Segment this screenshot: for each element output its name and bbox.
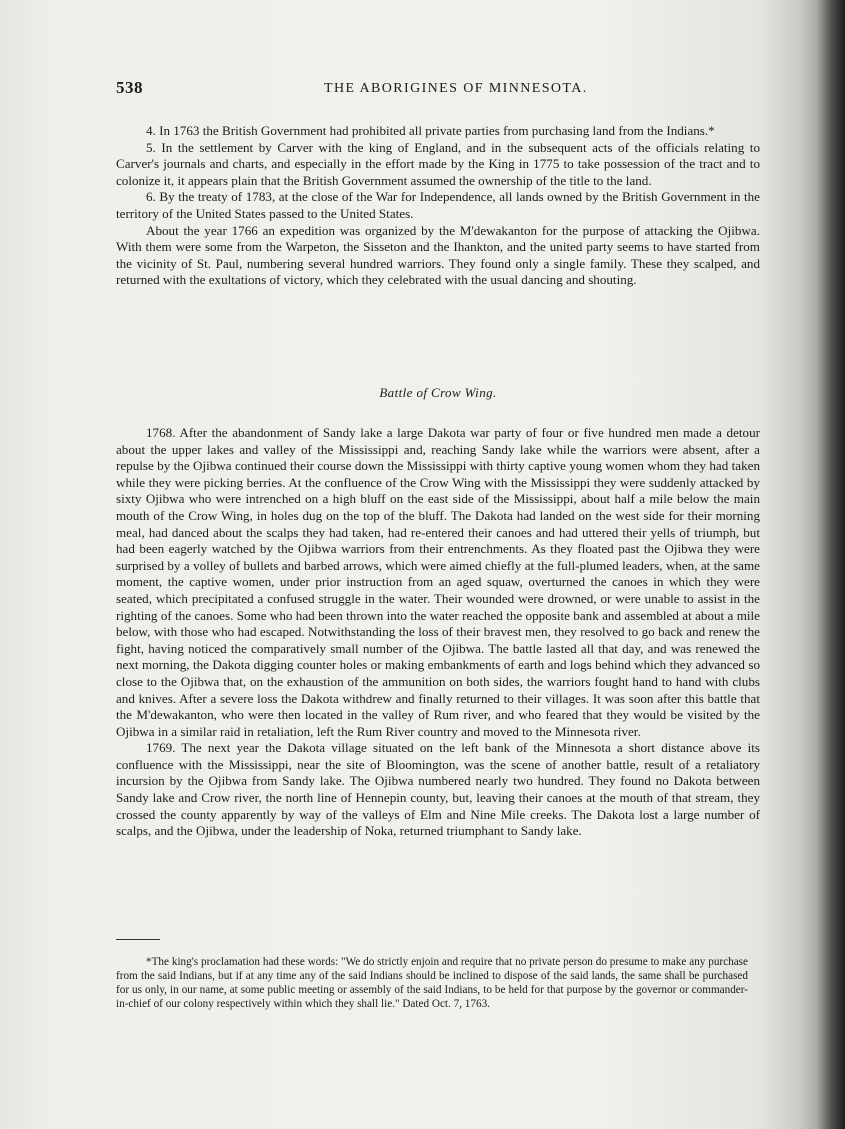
footnote-text: *The king's proclamation had these words: "We do strictly enjoin and require that no private person do presume to make any purchase from the said Indians, but if at any time any of the said Indians should be inclined to dispose of the said lands, the same shall be purchased for us only, in our name, at some public meeting or assembly of the said Indians, to be held for that purpose by the governor or commander-in-chief of our colony respectively within which they shall lie." Dated Oct. 7, 1763.	[116, 956, 748, 1010]
footnote-divider	[116, 939, 160, 940]
paragraph-point-6: 6. By the treaty of 1783, at the close of the War for Independence, all lands owned by the British Government in the territory of the United States passed to the United States.	[116, 189, 760, 221]
section-numbered-points	[116, 123, 760, 289]
paragraph-1769: 1769. The next year the Dakota village situated on the left bank of the Minnesota a short distance above its confluence with the Mississippi, near the site of Bloomington, was the scene of another battle, result of a retaliatory incursion by the Ojibwa from Sandy lake. The Ojibwa numbered nearly two hundred. They found no Dakota between Sandy lake and Crow river, the north line of Hennepin county, but, leaving their canoes at the mouth of that stream, they crossed the county apparently by way of the valleys of Elm and Nine Mile creeks. The Dakota lost a large number of scalps, and the Ojibwa, under the leadership of Noka, returned triumphant to Sandy lake.	[116, 740, 760, 839]
page-number: 538	[116, 78, 143, 97]
paragraph-1768: 1768. After the abandonment of Sandy lake a large Dakota war party of four or five hundred men made a detour about the upper lakes and valley of the Mississippi and, reaching Sandy lake while the warriors were absent, after a repulse by the Ojibwa continued their course down the Mississippi with thirty captive young women whom they had taken while they were picking berries. At the confluence of the Crow Wing with the Mississippi they were suddenly attacked by sixty Ojibwa who were intrenched on a high bluff on the east side of the Mississippi, about half a mile below the main mouth of the Crow Wing, in holes dug on the top of the bluff. The Dakota had landed on the west side for their morning meal, had danced about the scalps they had taken, had re-entered their canoes and had uttered their yells of triumph, but had been eagerly watched by the Ojibwa warriors from their entrenchments. As they floated past the Ojibwa they were surprised by a volley of bullets and barbed arrows, which were aimed chiefly at the full-plumed leaders, when, at the same moment, the captive women, under prior instruction from an aged squaw, overturned the canoes in which they were seated, which precipitated a confused struggle in the water. Their wounded were drowned, or were unable to assist in the righting of the canoes. Some who had been thrown into the water reached the opposite bank and assembled at about a mile below, with those who had escaped. Notwithstanding the loss of their bravest men, they resolved to go back and renew the fight, having noticed the comparatively small number of the Ojibwa. The battle lasted all that day, and was renewed the next morning, the Dakota digging counter holes or making embankments of earth and logs behind which they advanced so close to the Ojibwa that, on the exhaustion of the ammunition on both sides, the warriors fought hand to hand with clubs and knives. After a severe loss the Dakota withdrew and finally returned to their villages. It was soon after this battle that the M'dewakanton, who were then located in the valley of Rum river, and who feared that they would be visited by the Ojibwa in a similar raid in retaliation, left the Rum River country and moved to the Minnesota river.	[116, 425, 760, 739]
paragraph-point-4: 4. In 1763 the British Government had prohibited all private parties from purchasing land from the Indians.*	[146, 123, 715, 138]
running-title: THE ABORIGINES OF MINNESOTA.	[324, 81, 588, 96]
book-gutter-shadow	[817, 0, 845, 1129]
section-title: Battle of Crow Wing.	[379, 385, 497, 400]
footnote	[116, 955, 748, 1011]
section-battle-of-crow-wing	[116, 425, 760, 840]
paragraph-point-5: 5. In the settlement by Carver with the king of England, and in the subsequent acts of the officials relating to Carver's journals and charts, and especially in the effort made by the King in 1775 to take possession of the tract and to colonize it, it appears plain that the British Government assumed the ownership of the title to the land.	[116, 139, 760, 188]
paragraph-expedition-1766: About the year 1766 an expedition was organized by the M'dewakanton for the purpose of attacking the Ojibwa. With them were some from the Warpeton, the Sisseton and the Ihankton, and the united party seems to have started from the vicinity of St. Paul, numbering several hundred warriors. They found only a single family. These they scalped, and returned with the exultations of victory, which they celebrated with the usual dancing and shouting.	[116, 222, 760, 288]
